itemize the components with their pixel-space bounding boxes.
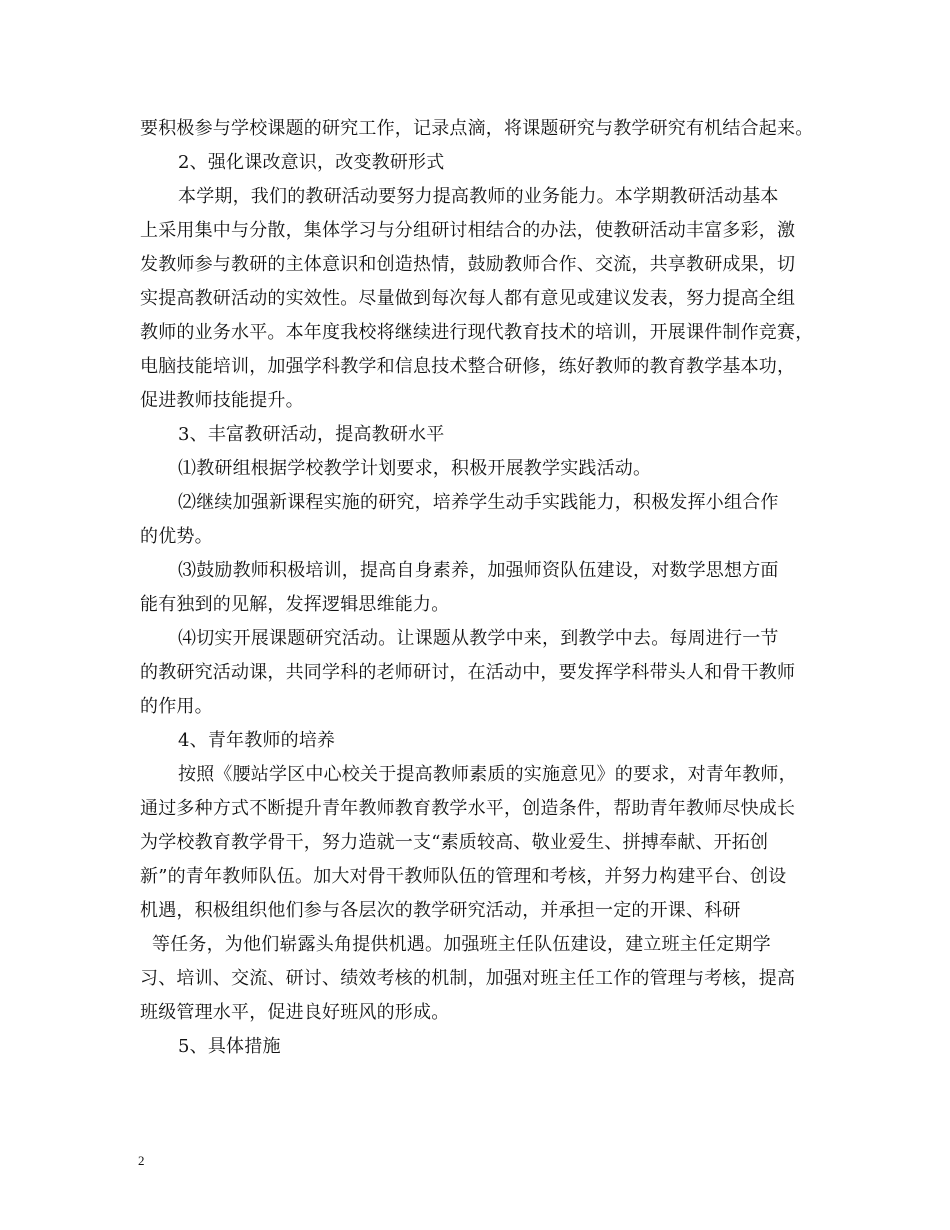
list-item: ⑵继续加强新课程实施的研究，培养学生动手实践能力，积极发挥小组合作 <box>178 492 779 513</box>
list-item: ⑴教研组根据学校教学计划要求，积极开展教学实践活动。 <box>178 458 652 479</box>
page-number: 2 <box>138 1153 145 1168</box>
body-line: 促进教师技能提升。 <box>140 390 304 411</box>
body-line: 等任务，为他们崭露头角提供机遇。加强班主任队伍建设，建立班主任定期学 <box>152 934 771 955</box>
section-heading: 3、丰富教研活动，提高教研水平 <box>178 424 445 445</box>
body-line: 能有独到的见解，发挥逻辑思维能力。 <box>140 594 450 615</box>
body-line: 习、培训、交流、研讨、绩效考核的机制，加强对班主任工作的管理与考核，提高 <box>140 968 796 989</box>
body-line: 的作用。 <box>140 696 213 717</box>
body-line: 要积极参与学校课题的研究工作，记录点滴，将课题研究与教学研究有机结合起来。 <box>140 118 814 139</box>
body-line: 新”的青年教师队伍。加大对骨干教师队伍的管理和考核，并努力构建平台、创设 <box>140 866 787 887</box>
section-heading: 5、具体措施 <box>178 1036 281 1057</box>
body-line: 的教研究活动课，共同学科的老师研讨，在活动中，要发挥学科带头人和骨干教师 <box>140 662 796 683</box>
body-line: 发教师参与教研的主体意识和创造热情，鼓励教师合作、交流，共享教研成果，切 <box>140 254 796 275</box>
body-line: 电脑技能培训，加强学科教学和信息技术整合研修，练好教师的教育教学基本功， <box>140 356 796 377</box>
list-item: ⑷切实开展课题研究活动。让课题从教学中来，到教学中去。每周进行一节 <box>178 628 779 649</box>
paragraph-start: 本学期，我们的教研活动要努力提高教师的业务能力。本学期教研活动基本 <box>178 186 779 207</box>
body-line: 通过多种方式不断提升青年教师教育教学水平，创造条件，帮助青年教师尽快成长 <box>140 798 796 819</box>
section-heading: 2、强化课改意识，改变教研形式 <box>178 152 445 173</box>
document-body <box>140 112 830 1064</box>
body-line: 实提高教研活动的实效性。尽量做到每次每人都有意见或建议发表，努力提高全组 <box>140 288 796 309</box>
body-line: 的优势。 <box>140 526 213 547</box>
body-line: 机遇，积极组织他们参与各层次的教学研究活动，并承担一定的开课、科研 <box>140 900 741 921</box>
list-item: ⑶鼓励教师积极培训，提高自身素养，加强师资队伍建设，对数学思想方面 <box>178 560 779 581</box>
paragraph-start: 按照《腰站学区中心校关于提高教师素质的实施意见》的要求，对青年教师， <box>178 764 797 785</box>
body-line: 为学校教育教学骨干，努力造就一支“素质较高、敬业爱生、拼搏奉献、开拓创 <box>140 832 769 853</box>
body-line: 上采用集中与分散，集体学习与分组研讨相结合的办法，使教研活动丰富多彩，激 <box>140 220 796 241</box>
section-heading: 4、青年教师的培养 <box>178 730 336 751</box>
body-line: 班级管理水平，促进良好班风的形成。 <box>140 1002 450 1023</box>
body-line: 教师的业务水平。本年度我校将继续进行现代教育技术的培训，开展课件制作竞赛， <box>140 322 814 343</box>
